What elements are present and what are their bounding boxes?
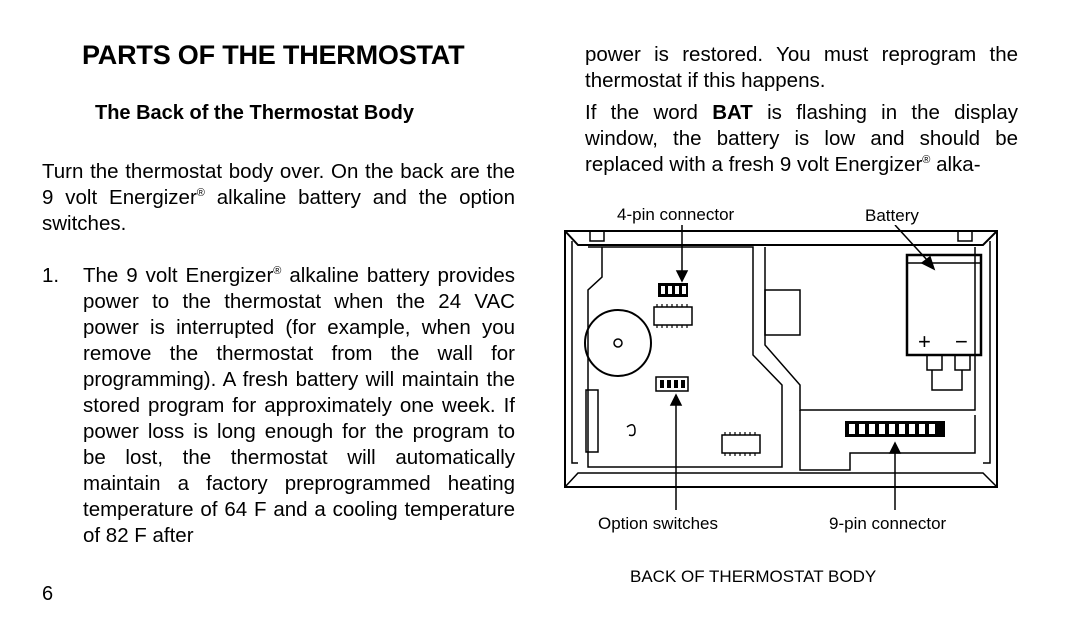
intro-text-1: Turn the thermostat body over. On the back are the 9 volt Energizer [42,160,515,209]
hook-symbol [627,425,635,436]
intro-paragraph [42,159,515,237]
registered-mark: ® [922,154,931,167]
case-tab-right [958,231,972,241]
battery-terminal-left [927,355,942,370]
continued-paragraph: power is restored. You must reprogram the thermostat if this happens. [585,43,1018,92]
pointer-option-head [671,395,681,405]
case-tab-left [590,231,604,241]
bat-word: BAT [712,101,753,124]
4pin-connector [658,283,688,297]
page-number: 6 [42,583,54,605]
figure-caption: BACK OF THERMOSTAT BODY [630,567,877,586]
item1-text-2: alkaline battery provides power to the thermostat when the 24 VAC power is interrupted (for example, when you remove the thermostat from the wall for programming). A fresh battery will maintain the stored program for approximately one week. If power loss is long enough for the program to be lost, the thermostat will automatically maintain a factory preprogrammed heating temperature of 64 F and a cooling temperature of 82 F after [83,264,516,547]
9pin-housing [800,410,975,470]
battery-plus-sign: + [918,329,931,354]
intro-text-2: alkaline battery and the option switches. [42,186,515,235]
circuit-board [588,247,782,467]
speaker-center [614,339,622,347]
label-option-switches: Option switches [598,514,718,533]
bat-text-end: alka- [930,153,981,176]
case-outline [565,231,997,487]
section-title: PARTS OF THE THERMOSTAT [82,40,465,70]
battery-minus-sign: − [955,329,968,354]
subsection-title: The Back of the Thermostat Body [95,102,414,124]
battery-wire [932,370,962,390]
label-battery: Battery [865,206,919,225]
chip-top [654,307,692,325]
battery-board [765,247,975,410]
square-block [765,290,800,335]
list-item-number: 1. [42,264,60,287]
9pin-connector [845,421,945,437]
case-bottom-rim [565,473,997,487]
thermostat-back-diagram [550,225,1010,515]
option-switches [656,377,688,391]
battery-low-paragraph [585,100,1018,178]
label-4pin-connector: 4-pin connector [617,205,735,224]
list-item [83,263,515,549]
bat-text-pre: If the word [585,101,713,124]
label-9pin-connector: 9-pin connector [829,514,947,533]
chip-bottom [722,435,760,453]
bat-text-post: is flashing in the display window, the battery is low and should be replaced with a fresh 9 volt Energizer [585,101,1018,176]
pointer-battery-head [922,257,934,269]
registered-mark: ® [273,265,282,278]
battery-terminal-right [955,355,970,370]
item1-text-1: The 9 volt Energizer [83,264,274,287]
speaker [585,310,651,376]
pointer-4pin-head [677,271,687,281]
pointer-9pin-head [890,443,900,453]
registered-mark: ® [196,187,205,200]
case-top-rim [565,231,997,245]
